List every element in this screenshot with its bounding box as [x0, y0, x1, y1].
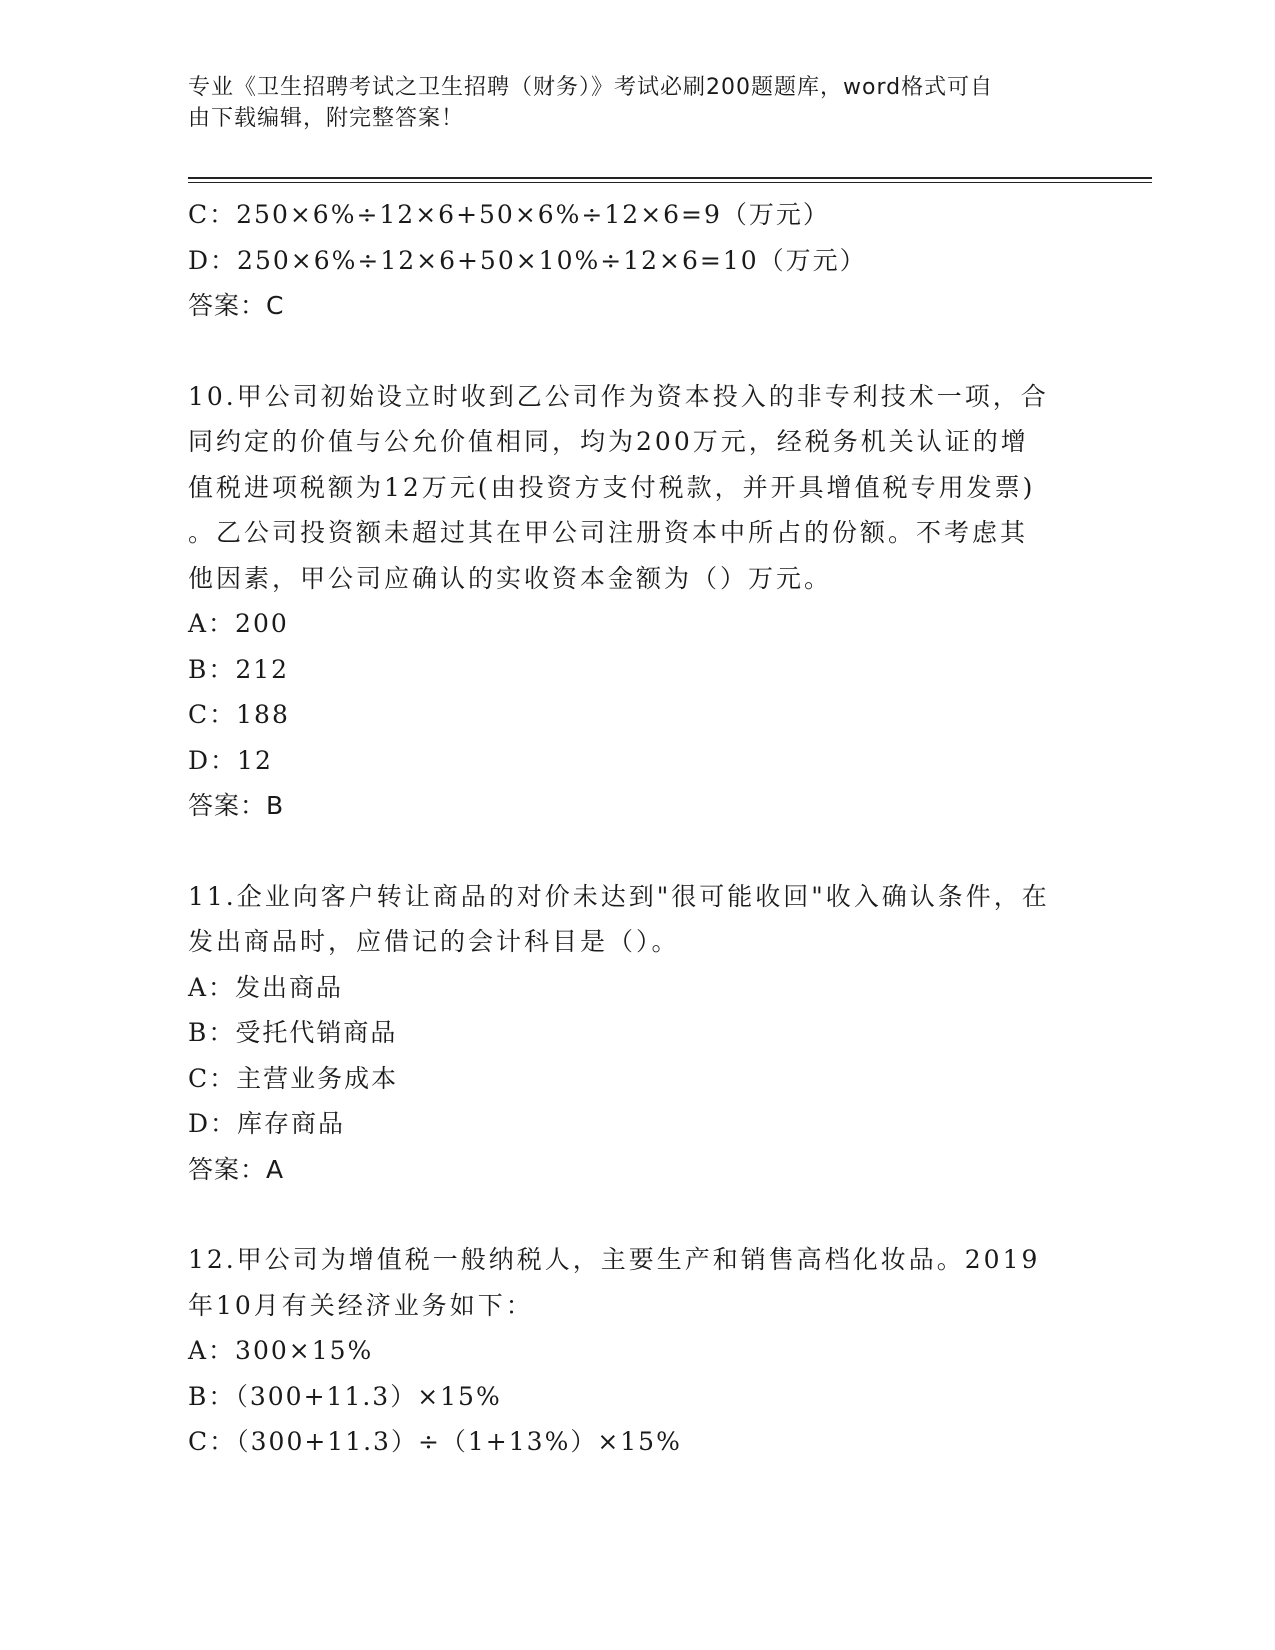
question-line: 11.企业向客户转让商品的对价未达到"很可能收回"收入确认条件，在	[188, 881, 1050, 911]
header-line-2: 由下载编辑，附完整答案！	[188, 106, 465, 131]
option-b: B：212	[188, 654, 290, 684]
option-d: D：250×6%÷12×6+50×10%÷12×6=10（万元）	[188, 245, 867, 275]
option-a: A：200	[188, 609, 289, 638]
question-11	[188, 874, 1088, 1193]
question-line: 同约定的价值与公允价值相同，均为200万元，经税务机关认证的增	[188, 427, 1029, 456]
option-c: C：主营业务成本	[188, 1063, 399, 1093]
option-b: B：（300+11.3）×15%	[188, 1381, 502, 1411]
answer-line: 答案：B	[188, 791, 285, 820]
option-d: D：库存商品	[188, 1109, 346, 1138]
header-divider-thin	[188, 182, 1152, 183]
header-divider-thick	[188, 177, 1152, 179]
option-c: C：（300+11.3）÷（1+13%）×15%	[188, 1427, 682, 1456]
question-text	[188, 374, 1088, 602]
option-d: D：12	[188, 745, 273, 775]
document-header	[188, 72, 1068, 134]
previous-question-tail	[188, 192, 1088, 329]
question-line: 10.甲公司初始设立时收到乙公司作为资本投入的非专利技术一项，合	[188, 381, 1049, 411]
option-a: A：300×15%	[188, 1336, 374, 1365]
question-text	[188, 874, 1088, 965]
question-12	[188, 1237, 1088, 1465]
question-10	[188, 374, 1088, 829]
question-line: 值税进项税额为12万元(由投资方支付税款，并开具增值税专用发票)	[188, 472, 1036, 502]
option-b: B：受托代销商品	[188, 1018, 398, 1047]
option-c: C：250×6%÷12×6+50×6%÷12×6=9（万元）	[188, 200, 830, 229]
option-c: C：188	[188, 700, 290, 729]
answer-line: 答案：A	[188, 1154, 285, 1184]
answer-line: 答案：C	[188, 291, 285, 320]
question-text	[188, 1237, 1088, 1328]
question-line: 发出商品时，应借记的会计科目是（）。	[188, 927, 680, 956]
question-content	[188, 192, 1088, 1465]
header-line-1: 专业《卫生招聘考试之卫生招聘（财务）》考试必刷200题题库，word格式可自	[188, 75, 994, 100]
question-line: 12.甲公司为增值税一般纳税人，主要生产和销售高档化妆品。2019	[188, 1245, 1041, 1274]
question-line: 年10月有关经济业务如下：	[188, 1290, 534, 1320]
question-line: 。乙公司投资额未超过其在甲公司注册资本中所占的份额。不考虑其	[188, 518, 1029, 547]
question-line: 他因素，甲公司应确认的实收资本金额为（）万元。	[188, 563, 833, 593]
option-a: A：发出商品	[188, 972, 344, 1002]
